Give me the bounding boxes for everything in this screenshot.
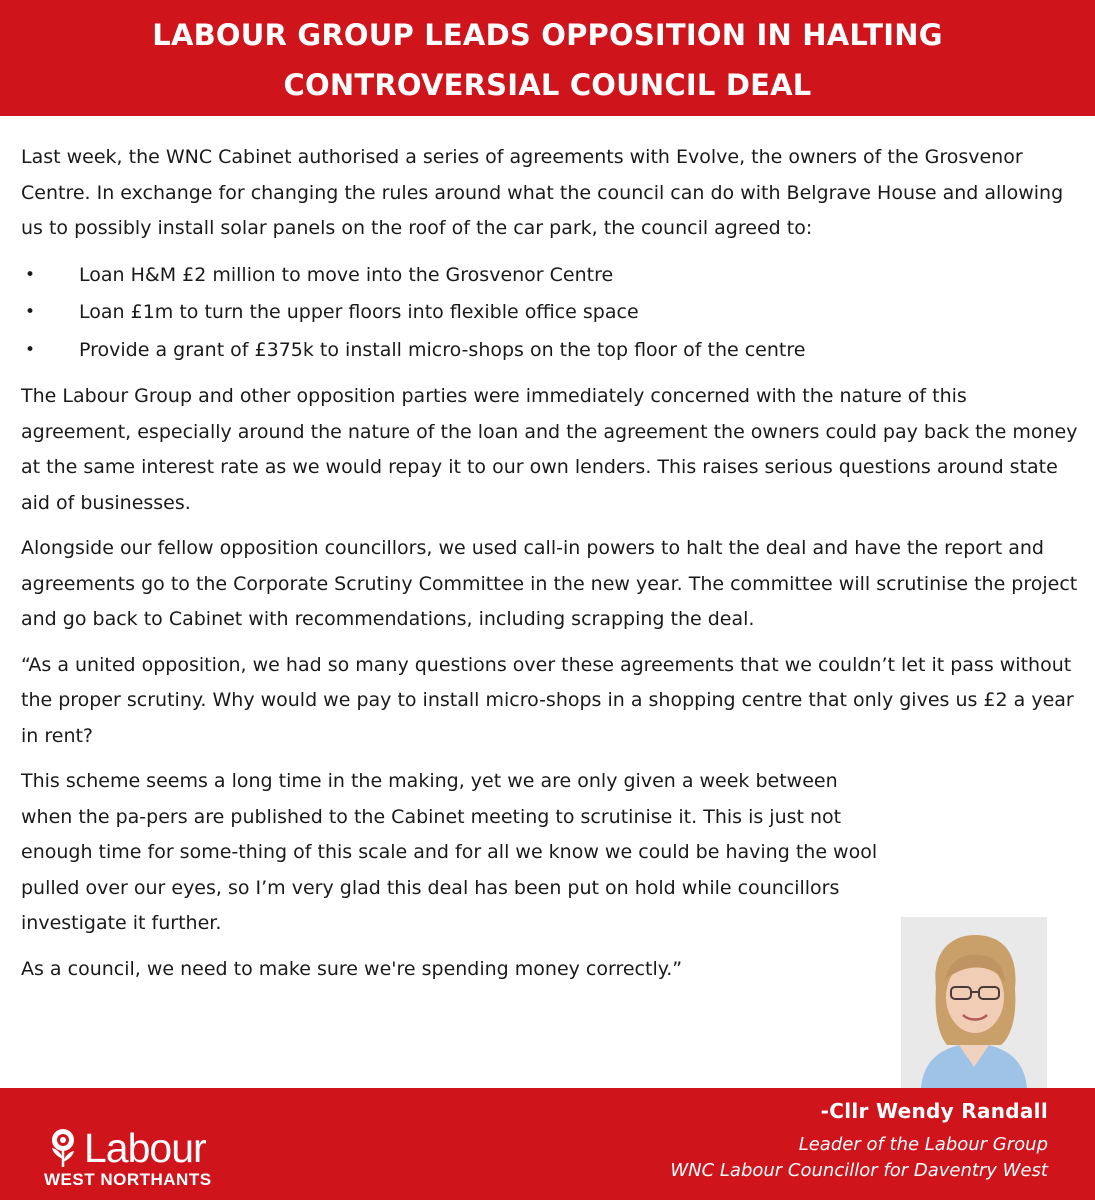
councillor-portrait (901, 917, 1047, 1089)
quote-paragraph-2: This scheme seems a long time in the making, yet we are only given a week between when the pa-pers are published to the Cabinet meeting to scrutinise it. This is just not enough time for some-thing of this scale and for all we know we could be having the wool pulled over our eyes, so I’m very glad this deal has been put on hold while councillors investigate it further. (21, 770, 878, 934)
list-item (21, 257, 1083, 295)
call-in-paragraph: Alongside our fellow opposition councillors, we used call-in powers to halt the deal and have the report and agreements go to the Corporate Scrutiny Committee in the new year. The committee will scrutinise the project and go back to Cabinet with recommendations, including scrapping the deal. (21, 537, 1078, 630)
bullet-icon: • (25, 264, 36, 285)
bullet-icon: • (25, 339, 36, 360)
page-title (0, 10, 1095, 110)
list-item (21, 294, 1083, 332)
list-item-text: Provide a grant of £375k to install micro-shops on the top floor of the centre (79, 338, 806, 361)
labour-logo (44, 1125, 264, 1189)
rose-icon (44, 1126, 82, 1168)
signature-block (670, 1096, 1048, 1184)
bullet-icon: • (25, 302, 36, 322)
signature-role-2: WNC Labour Councillor for Daventry West (670, 1160, 1048, 1181)
header-banner (0, 0, 1095, 116)
agreement-list (21, 257, 1083, 370)
list-item-text: Loan H&M £2 million to move into the Grosvenor Centre (79, 263, 614, 286)
footer-banner (0, 1088, 1095, 1200)
title-line-2: CONTROVERSIAL COUNCIL DEAL (283, 68, 812, 102)
title-line-1: LABOUR GROUP LEADS OPPOSITION IN HALTING (152, 18, 943, 52)
list-item-text: Loan £1m to turn the upper floors into flexible office space (79, 301, 639, 323)
quote-paragraph-3: As a council, we need to make sure we're spending money correctly.” (21, 957, 683, 980)
article-body (21, 140, 1083, 997)
logo-wordmark: Labour (84, 1125, 206, 1171)
list-item (21, 332, 1083, 370)
quote-paragraph-1: “As a united opposition, we had so many questions over these agreements that we couldn’t let it pass without the proper scrutiny. Why would we pay to install micro-shops in a shopping centre that only gives us £2 a year in rent? (21, 653, 1074, 747)
signature-name: -Cllr Wendy Randall (820, 1099, 1048, 1123)
concern-paragraph: The Labour Group and other opposition parties were immediately concerned with the nature of this agreement, especially around the nature of the loan and the agreement the owners could pay back the money at the same interest rate as we would repay it to our own lenders. This raises serious questions around state aid of businesses. (21, 385, 1078, 514)
logo-subtitle: WEST NORTHANTS (44, 1170, 212, 1189)
portrait-icon (901, 917, 1047, 1089)
intro-paragraph: Last week, the WNC Cabinet authorised a series of agreements with Evolve, the owners of the Grosvenor Centre. In exchange for changing the rules around what the council can do with Belgrave House and allowing us to possibly install solar panels on the roof of the car park, the council agreed to: (21, 146, 1064, 239)
signature-role-1: Leader of the Labour Group (798, 1134, 1048, 1155)
